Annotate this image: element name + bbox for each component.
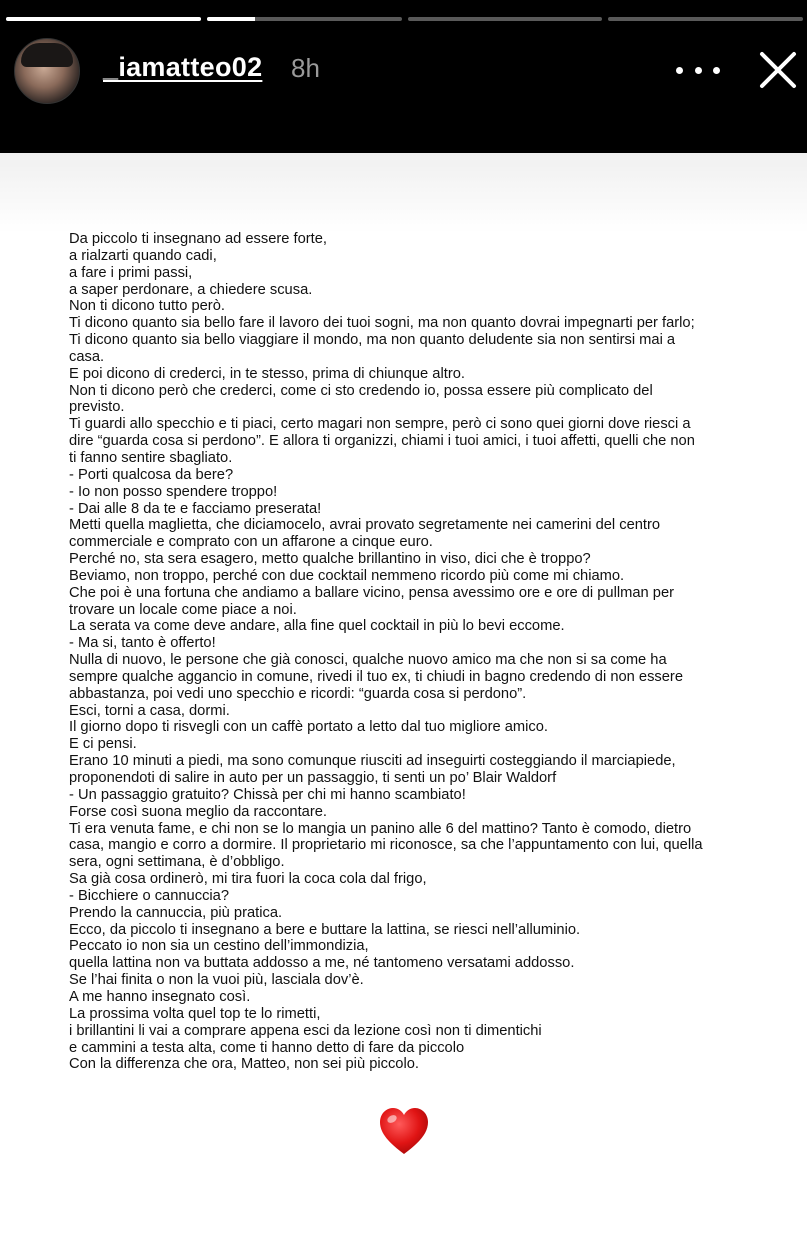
more-dot xyxy=(695,67,702,74)
text-line: Ecco, da piccolo ti insegnano a bere e buttare la lattina, se riesci nell’alluminio. xyxy=(69,921,581,938)
more-dot xyxy=(676,67,683,74)
text-line: Ti guardi allo specchio e ti piaci, certo magari non sempre, però ci sono quei giorni dove riesci a xyxy=(69,416,691,433)
text-line: La serata va come deve andare, alla fine quel cocktail in più lo bevi eccome. xyxy=(69,618,565,635)
text-line: A me hanno insegnato così. xyxy=(69,988,251,1005)
text-line: Che poi è una fortuna che andiamo a ballare vicino, pensa avessimo ore e ore di pullman per xyxy=(69,584,674,601)
text-line: Esci, torni a casa, dormi. xyxy=(69,702,230,719)
text-line: Non ti dicono però che crederci, come ci sto credendo io, possa essere più complicato del xyxy=(69,382,653,399)
text-line: Ti dicono quanto sia bello fare il lavoro dei tuoi sogni, ma non quanto dovrai impegnarti per farlo; xyxy=(69,315,695,332)
text-line: Sa già cosa ordinerò, mi tira fuori la coca cola dal frigo, xyxy=(69,871,427,888)
text-line: proponendoti di salire in auto per un passaggio, ti senti un po’ Blair Waldorf xyxy=(69,770,557,786)
text-line: E poi dicono di crederci, in te stesso, prima di chiunque altro. xyxy=(69,365,465,382)
progress-segment xyxy=(608,17,803,21)
text-line: Forse così suona meglio da raccontare. xyxy=(69,803,327,820)
text-line: - Dai alle 8 da te e facciamo preserata! xyxy=(69,500,322,517)
text-line: commerciale e comprato con un affarone a cinque euro. xyxy=(69,534,433,551)
text-line: - Io non posso spendere troppo! xyxy=(69,483,278,500)
text-line: Da piccolo ti insegnano ad essere forte, xyxy=(69,231,327,247)
screenshot-top-shade xyxy=(0,153,807,233)
progress-segment xyxy=(207,17,402,21)
progress-segment xyxy=(408,17,603,21)
progress-segment xyxy=(6,17,201,21)
text-line: - Un passaggio gratuito? Chissà per chi mi hanno scambiato! xyxy=(69,786,466,803)
text-line: Non ti dicono tutto però. xyxy=(69,298,225,315)
text-line: e cammini a testa alta, come ti hanno detto di fare da piccolo xyxy=(69,1039,465,1056)
more-dot xyxy=(713,67,720,74)
text-line: casa. xyxy=(69,348,105,365)
text-line: - Bicchiere o cannuccia? xyxy=(69,887,230,904)
red-heart-icon xyxy=(378,1106,430,1158)
text-line: Il giorno dopo ti risvegli con un caffè portato a letto dal tuo migliore amico. xyxy=(69,719,548,736)
text-line: Beviamo, non troppo, perché con due cocktail nemmeno ricordo più come mi chiamo. xyxy=(69,567,625,584)
text-line: Metti quella maglietta, che diciamocelo, avrai provato segretamente nei camerini del centro xyxy=(69,517,661,534)
close-icon[interactable] xyxy=(756,48,800,92)
text-line: i brillantini li vai a comprare appena esci da lezione così non ti dimentichi xyxy=(69,1022,542,1039)
profile-avatar[interactable] xyxy=(14,38,80,104)
text-line: E ci pensi. xyxy=(69,736,137,753)
post-time: 8h xyxy=(291,53,320,83)
text-line: a saper perdonare, a chiedere scusa. xyxy=(69,281,313,298)
text-line: - Porti qualcosa da bere? xyxy=(69,466,234,483)
avatar-hair xyxy=(21,43,73,67)
text-line: quella lattina non va buttata addosso a me, né tantomeno versatami addosso. xyxy=(69,955,575,972)
text-line: ti fanno sentire sbagliato. xyxy=(69,449,233,466)
text-line: Se l’hai finita o non la vuoi più, lasciala dov’è. xyxy=(69,972,364,989)
text-line: previsto. xyxy=(69,399,125,416)
progress-fill xyxy=(207,17,256,21)
story-progress-bar xyxy=(6,17,803,21)
text-line: La prossima volta quel top te lo rimetti, xyxy=(69,1005,321,1022)
more-horizontal-icon[interactable] xyxy=(676,56,720,84)
text-line: dire “guarda cosa si perdono”. E allora ti organizzi, chiami i tuoi amici, i tuoi affetti, quelli che non xyxy=(69,433,695,450)
story-header xyxy=(0,0,807,153)
text-line: sempre qualche aggancio in comune, rivedi il tuo ex, ti chiudi in bagno credendo di non essere xyxy=(69,668,683,685)
text-line: casa, mangio e corro a dormire. Il proprietario mi riconosce, sa che l’appuntamento con lui, quella xyxy=(69,837,703,854)
text-line: Nulla di nuovo, le persone che già conosci, qualche nuovo amico ma che non si sa come ha xyxy=(69,652,667,669)
text-line: abbastanza, poi vedi uno specchio e ricordi: “guarda cosa si perdono”. xyxy=(69,685,527,702)
text-line: Perché no, sta sera esagero, metto qualche brillantino in viso, dici che è troppo? xyxy=(69,551,591,568)
text-line: - Ma si, tanto è offerto! xyxy=(69,635,216,652)
story-text-block xyxy=(69,231,759,1073)
progress-fill xyxy=(6,17,201,21)
text-line: Prendo la cannuccia, più pratica. xyxy=(69,904,283,921)
text-line: sera, ogni settimana, è d’obbligo. xyxy=(69,854,285,871)
text-line: Con la differenza che ora, Matteo, non sei più piccolo. xyxy=(69,1056,419,1073)
text-line: Ti era venuta fame, e chi non se lo mangia un panino alle 6 del mattino? Tanto è comodo, dietro xyxy=(69,820,692,837)
text-line: Erano 10 minuti a piedi, ma sono comunque riusciti ad inseguirti costeggiando il marciapiede, xyxy=(69,753,676,770)
text-line: a rialzarti quando cadi, xyxy=(69,247,217,264)
username-link[interactable]: _iamatteo02 xyxy=(103,52,263,82)
text-line: Peccato io non sia un cestino dell’immondizia, xyxy=(69,938,369,955)
text-line: trovare un locale come piace a noi. xyxy=(69,601,297,618)
text-line: a fare i primi passi, xyxy=(69,264,193,281)
text-line: Ti dicono quanto sia bello viaggiare il mondo, ma non quanto deludente sia non sentirsi mai a xyxy=(69,332,676,349)
